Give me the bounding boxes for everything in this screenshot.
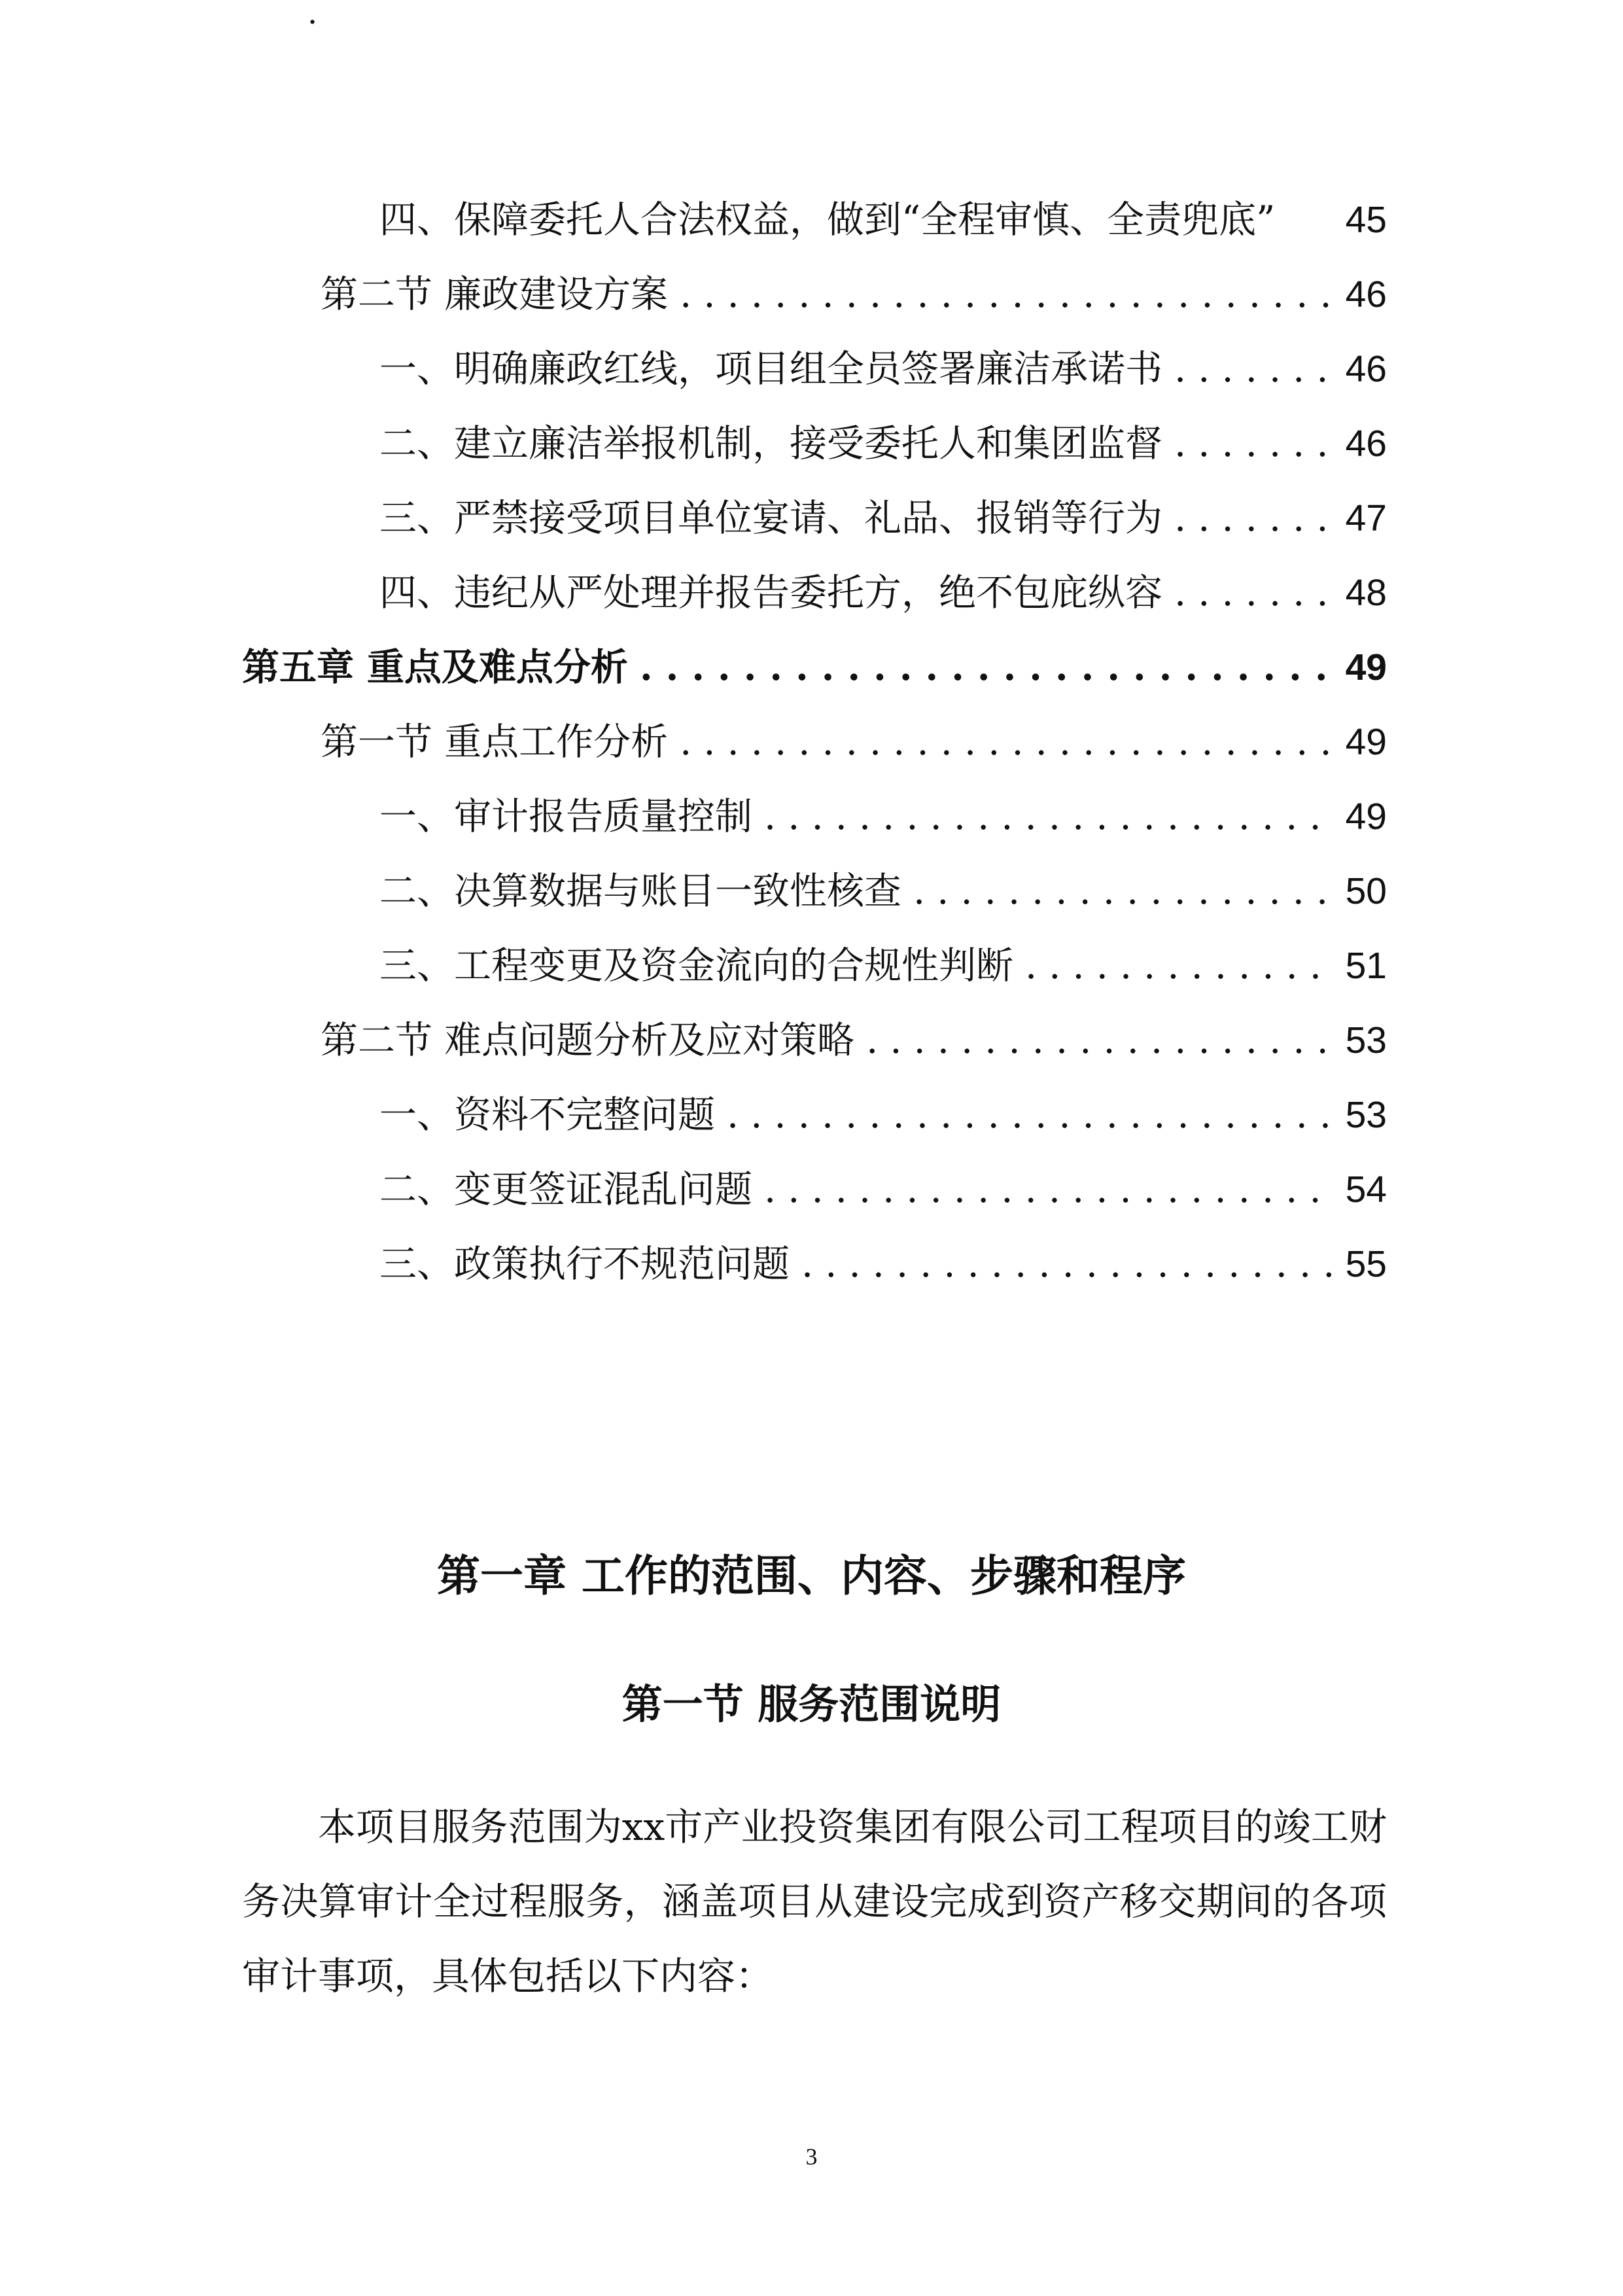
- body-paragraph: 本项目服务范围为xx市产业投资集团有限公司工程项目的竣工财务决算审计全过程服务，涵盖项目从建设完成到资产移交期间的各项审计事项，具体包括以下内容：: [242, 1805, 1387, 1998]
- toc-dot-leader: [764, 1168, 1334, 1211]
- toc-entry-page: 49: [1345, 646, 1387, 688]
- toc-entry-page: 51: [1345, 945, 1387, 987]
- toc-entry[interactable]: [242, 1159, 1387, 1234]
- toc-entry-page: 46: [1345, 274, 1387, 315]
- toc-entry-text: 四、违纪从严处理并报告委托方，绝不包庇纵容: [379, 571, 1162, 614]
- section-heading: 第一节 服务范围说明: [621, 1680, 1002, 1728]
- toc-dot-leader: [680, 273, 1333, 316]
- toc-entry[interactable]: [242, 190, 1387, 264]
- toc-entry-text: 四、保障委托人合法权益，做到“全程审慎、全责兜底”: [379, 198, 1276, 241]
- toc-entry-page: 54: [1345, 1169, 1387, 1210]
- toc-entry-page: 46: [1345, 423, 1387, 465]
- toc-dot-leader: [1174, 571, 1334, 614]
- toc-entry-text: 一、审计报告质量控制: [379, 795, 752, 838]
- toc-entry-text: 三、政策执行不规范问题: [379, 1243, 790, 1286]
- toc-entry[interactable]: [242, 786, 1387, 861]
- toc-entry-page: 48: [1345, 572, 1387, 614]
- toc-entry[interactable]: [242, 264, 1387, 339]
- toc-entry-page: 46: [1345, 348, 1387, 390]
- toc-entry-chapter[interactable]: [242, 637, 1387, 712]
- toc-dot-leader: [1174, 422, 1334, 465]
- toc-entry-text: 二、决算数据与账目一致性核查: [379, 870, 901, 913]
- toc-dot-leader: [727, 1093, 1334, 1137]
- toc-dot-leader: [764, 795, 1334, 838]
- toc-entry-text: 第五章 重点及难点分析: [242, 645, 628, 689]
- toc-entry[interactable]: [242, 712, 1387, 786]
- toc-dot-leader: [640, 645, 1334, 689]
- toc-entry[interactable]: [242, 563, 1387, 637]
- toc-dot-leader: [1174, 497, 1334, 540]
- toc-entry-text: 第二节 难点问题分析及应对策略: [321, 1019, 855, 1062]
- toc-entry[interactable]: [242, 1010, 1387, 1085]
- toc-dot-leader: [801, 1243, 1334, 1286]
- toc-entry-text: 第一节 重点工作分析: [321, 720, 669, 764]
- toc-entry-page: 47: [1345, 497, 1387, 539]
- toc-entry-text: 三、工程变更及资金流向的合规性判断: [379, 944, 1013, 987]
- page-top-mark: ·: [307, 4, 318, 41]
- toc-dot-leader: [913, 870, 1334, 913]
- toc-dot-leader: [1174, 347, 1334, 391]
- toc-entry-text: 三、严禁接受项目单位宴请、礼品、报销等行为: [379, 497, 1162, 540]
- toc-entry[interactable]: [242, 339, 1387, 414]
- toc-entry-page: 50: [1345, 870, 1387, 912]
- toc-entry-page: 55: [1345, 1243, 1387, 1285]
- toc-entry-text: 一、明确廉政红线，项目组全员签署廉洁承诺书: [379, 347, 1162, 391]
- toc-dot-leader: [680, 720, 1333, 764]
- toc-entry-page: 49: [1345, 796, 1387, 838]
- toc-entry-text: 第二节 廉政建设方案: [321, 273, 669, 316]
- toc-entry[interactable]: [242, 488, 1387, 563]
- table-of-contents: [242, 190, 1387, 1309]
- toc-entry-text: 二、建立廉洁举报机制，接受委托人和集团监督: [379, 422, 1162, 465]
- toc-entry[interactable]: [242, 414, 1387, 488]
- toc-entry[interactable]: [242, 1234, 1387, 1309]
- toc-entry-page: 53: [1345, 1094, 1387, 1136]
- toc-entry[interactable]: [242, 861, 1387, 936]
- toc-entry-page: 53: [1345, 1019, 1387, 1061]
- toc-entry-page: 49: [1345, 721, 1387, 763]
- toc-dot-leader: [866, 1019, 1333, 1062]
- page-number: 3: [805, 2144, 818, 2170]
- toc-dot-leader: [1025, 944, 1334, 987]
- chapter-heading: 第一章 工作的范围、内容、步骤和程序: [437, 1550, 1186, 1601]
- toc-entry[interactable]: [242, 936, 1387, 1010]
- toc-entry-text: 一、资料不完整问题: [379, 1093, 715, 1137]
- toc-entry-text: 二、变更签证混乱问题: [379, 1168, 752, 1211]
- toc-entry[interactable]: [242, 1085, 1387, 1159]
- toc-entry-page: 45: [1345, 199, 1387, 241]
